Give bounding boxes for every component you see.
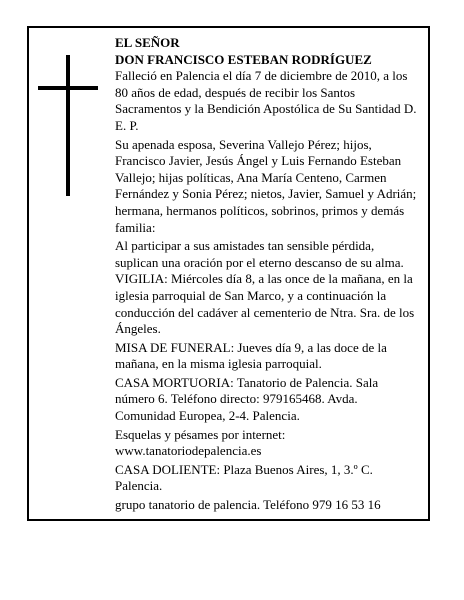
mortuary-paragraph: CASA MORTUORIA: Tanatorio de Palencia. Sala número 6. Teléfono directo: 979165468. Avda. Comunidad Europea, 2-4. Palencia. — [115, 374, 379, 424]
funeral-paragraph: MISA DE FUNERAL: Jueves día 9, a las doce de la mañana, en la misma iglesia parroquial. — [115, 339, 387, 372]
vigil-paragraph: VIGILIA: Miércoles día 8, a las once de la mañana, en la iglesia parroquial de San Marco, y a continuación la conducción del cadáver al cementerio de Ntra. Sra. de los Ángeles. — [115, 271, 415, 337]
internet-line2: www.tanatoriodepalencia.es — [115, 443, 262, 459]
cross-horizontal-bar — [38, 86, 98, 90]
cross-icon — [38, 55, 98, 196]
footer-line: grupo tanatorio de palencia. Teléfono 979 16 53 16 — [115, 497, 381, 513]
notice-title-line1: EL SEÑOR — [115, 35, 180, 50]
home-paragraph: CASA DOLIENTE: Plaza Buenos Aires, 1, 3.º C. Palencia. — [115, 461, 373, 494]
death-paragraph: Falleció en Palencia el día 7 de diciembre de 2010, a los 80 años de edad, después de recibir los Santos Sacramentos y la Bendición Apostólica de Su Santidad D. E. P. — [115, 68, 417, 133]
family-paragraph: Su apenada esposa, Severina Vallejo Pérez; hijos, Francisco Javier, Jesús Ángel y Luis Fernando Esteban Vallejo; hijas políticas, Ana María Centeno, Carmen Fernández y Sonia Pérez; nietos, Javier, Samuel y Adrián; hermana, hermanos políticos, sobrinos, primos y demás familia: — [115, 136, 417, 235]
cross-vertical-bar — [66, 55, 70, 196]
notice-text — [115, 35, 420, 514]
internet-line1: Esquelas y pésames por internet: — [115, 426, 286, 442]
request-paragraph: Al participar a sus amistades tan sensible pérdida, suplican una oración por el eterno descanso de su alma. — [115, 238, 404, 270]
notice-title-line2: DON FRANCISCO ESTEBAN RODRÍGUEZ — [115, 51, 372, 67]
